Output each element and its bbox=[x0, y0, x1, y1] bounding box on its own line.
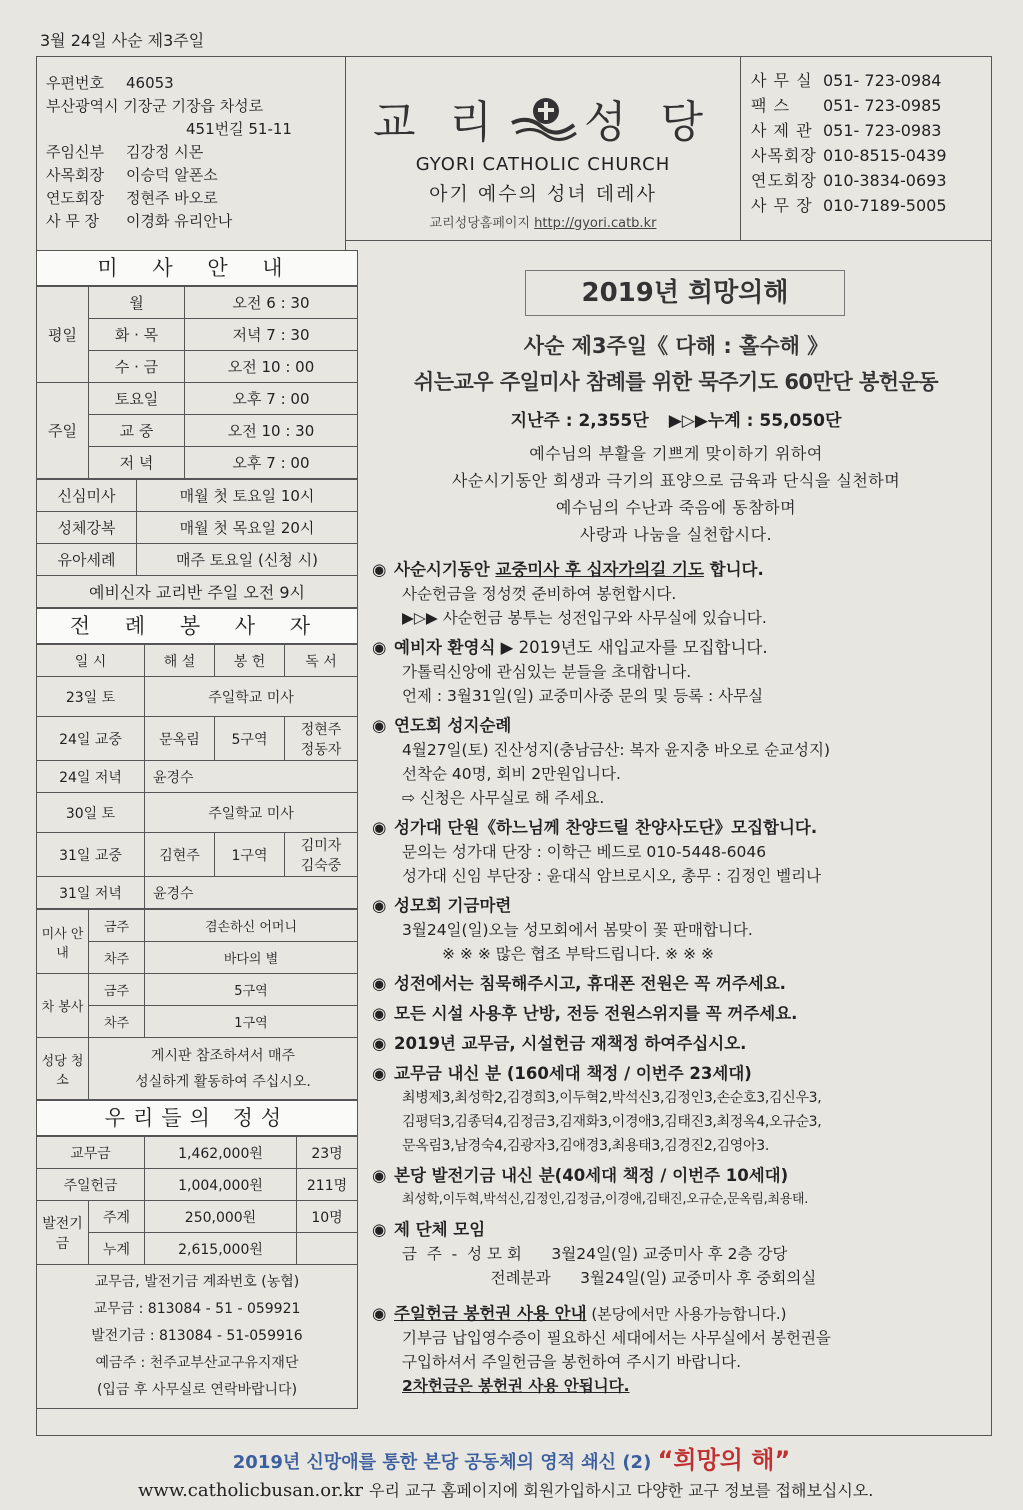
date-line: 3월 24일 사순 제3주일 bbox=[40, 31, 205, 50]
contact-row: 사 제 관 051- 723-0983 bbox=[751, 121, 942, 140]
church-logo: 교 리 성 당 bbox=[346, 86, 740, 150]
parish-info bbox=[36, 56, 346, 250]
contact-list bbox=[740, 56, 992, 240]
table-row bbox=[37, 576, 358, 608]
table-row: 수 · 금 오전 10 : 00 bbox=[37, 351, 358, 383]
requiem-head-row: 연도회장 정현주 바오로 bbox=[46, 189, 218, 207]
notice-item: ◉ 예비자 환영식 ▶ 2019년도 새입교자를 모집합니다. 가톨릭신앙에 관심있는 분들을 초대합니다. 언제 : 3월31일(일) 교중미사중 문의 및 등록 : 사무실 bbox=[372, 638, 768, 705]
bullet-icon: ◉ bbox=[372, 716, 387, 735]
postal-row: 우편번호 46053 bbox=[46, 74, 174, 92]
notice-item: ◉ 2019년 교무금, 시설헌금 재책정 하여주십시오. bbox=[372, 1032, 982, 1056]
table-row: 24일 저녁 윤경수 bbox=[37, 761, 358, 793]
notice-item: ◉ 주일헌금 봉헌권 사용 안내 (본당에서만 사용가능합니다.) 기부금 납입영수증이 필요하신 세대에서는 사무실에서 봉헌권을 구입하셔서 주일헌금을 봉헌하여 주시기 바랍니다. 2차헌금은 봉헌권 사용 안됩니다. bbox=[372, 1304, 831, 1395]
table-row: 주일헌금 1,004,000원 211명 bbox=[37, 1169, 358, 1201]
homepage-link[interactable]: http://gyori.catb.kr bbox=[534, 216, 657, 231]
notice-item: ◉ 성전에서는 침묵해주시고, 휴대폰 전원은 꼭 꺼주세요. bbox=[372, 972, 982, 996]
bullet-icon: ◉ bbox=[372, 1166, 387, 1185]
notice-item: ◉ 성가대 단원《하느님께 찬양드릴 찬양사도단》모집합니다. 문의는 성가대 단장 : 이학근 베드로 010-5448-6046 성가대 신임 부단장 : 윤대식 암브로시오, 총무 : 김정인 벨리나 bbox=[372, 818, 822, 885]
council-head-row: 사목회장 이승덕 알폰소 bbox=[46, 166, 218, 184]
contact-row: 연도회장 010-3834-0693 bbox=[751, 171, 947, 190]
servers-title: 전 례 봉 사 자 bbox=[36, 608, 358, 644]
special-mass-table bbox=[36, 479, 358, 608]
cleaning-label: 성당 청소 bbox=[37, 1038, 89, 1100]
bullet-icon: ◉ bbox=[372, 1304, 387, 1323]
table-row: 교 중 오전 10 : 30 bbox=[37, 415, 358, 447]
mass-schedule-table bbox=[36, 286, 358, 479]
table-row: 31일 교중 김현주 1구역 김미자 김숙중 bbox=[37, 833, 358, 877]
notice-item: ◉ 사순시기동안 교중미사 후 십자가의길 기도 합니다. 사순헌금을 정성껏 준비하여 봉헌합시다. ▶▷▶ 사순헌금 봉투는 성전입구와 사무실에 있습니다. bbox=[372, 560, 767, 627]
left-column bbox=[36, 250, 358, 1409]
sunday-label: 주일 bbox=[37, 383, 89, 479]
mass-guide-label: 미사 안내 bbox=[37, 910, 89, 974]
table-row: 누계 2,615,000원 bbox=[37, 1233, 358, 1265]
table-row: 24일 교중 문옥림 5구역 정현주 정동자 bbox=[37, 717, 358, 761]
rosary-tally: 지난주 : 2,355단 ▶▷▶누계 : 55,050단 bbox=[510, 411, 842, 431]
table-row: 평일 월 오전 6 : 30 bbox=[37, 287, 358, 319]
table-header-row: 일 시 해 설 봉 헌 독 서 bbox=[37, 645, 358, 677]
contact-row: 사 무 장 010-7189-5005 bbox=[751, 196, 947, 215]
development-fund-label: 발전기금 bbox=[37, 1201, 89, 1265]
mass-guide-title: 미 사 안 내 bbox=[36, 250, 358, 286]
lent-message: 예수님의 부활을 기쁘게 맞이하기 위하여 사순시기동안 희생과 극기의 표양으로 금육과 단식을 실천하며 예수님의 수난과 죽음에 동참하며 사랑과 나눔을 실천합시다. bbox=[451, 444, 901, 544]
table-row: 유아세례 매주 토요일 (신청 시) bbox=[37, 544, 358, 576]
bullet-icon: ◉ bbox=[372, 818, 387, 837]
table-row: 차주 1구역 bbox=[37, 1006, 358, 1038]
table-row: 미사 안내 금주 겸손하신 어머니 bbox=[37, 910, 358, 942]
table-row: 성당 청소 게시판 참조하셔서 매주 성실하게 활동하여 주십시오. bbox=[37, 1038, 358, 1100]
table-row: 신심미사 매월 첫 토요일 10시 bbox=[37, 480, 358, 512]
table-row: 성체강복 매월 첫 목요일 20시 bbox=[37, 512, 358, 544]
rosary-campaign-title: 쉬는교우 주일미사 참례를 위한 묵주기도 60만단 봉헌운동 bbox=[413, 370, 939, 394]
notice-item: ◉ 본당 발전기금 내신 분(40세대 책정 / 이번주 10세대) 최성학,이두혁,박석신,김정인,김정금,이경애,김태진,오규순,문옥림,최용태. bbox=[372, 1166, 809, 1207]
pastor-row: 주임신부 김강정 시몬 bbox=[46, 143, 204, 161]
homepage: 교리성당홈페이지 http://gyori.catb.kr bbox=[429, 216, 657, 231]
bullet-icon: ◉ bbox=[372, 1004, 387, 1023]
account-info: 교무금, 발전기금 계좌번호 (농협) 교무금 : 813084 - 51 - 059921 발전기금 : 813084 - 51-059916 예금주 : 천주교부산교구유지재단 (입금 후 사무실로 연락바랍니다) bbox=[36, 1265, 358, 1409]
year-theme: 2019년 희망의해 bbox=[525, 270, 845, 316]
contact-row: 사목회장 010-8515-0439 bbox=[751, 146, 947, 165]
bullet-icon: ◉ bbox=[372, 974, 387, 993]
bullet-icon: ◉ bbox=[372, 1220, 387, 1239]
table-row: 발전기금 주계 250,000원 10명 bbox=[37, 1201, 358, 1233]
tea-service-label: 차 봉사 bbox=[37, 974, 89, 1038]
bullet-icon: ◉ bbox=[372, 896, 387, 915]
notice-list bbox=[372, 558, 982, 1404]
diocese-website-link[interactable]: www.catholicbusan.or.kr bbox=[138, 1480, 363, 1501]
notice-item: ◉ 교무금 내신 분 (160세대 책정 / 이번주 23세대) 최병제3,최성학2,김경희3,이두혁2,박석신3,김정인3,손순호3,김신우3, 김평덕3,김종덕4,김정금3,김재화3,이경애3,김태진3,최정옥4,오규순3, 문옥림3,남경숙4,김광자3,김애경3,최용태3,김경진2,김영아3. bbox=[372, 1064, 822, 1154]
table-row: 화 · 목 저녁 7 : 30 bbox=[37, 319, 358, 351]
bullet-icon: ◉ bbox=[372, 1064, 387, 1083]
contact-row: 사 무 실 051- 723-0984 bbox=[751, 71, 942, 90]
notice-item: ◉ 모든 시설 사용후 난방, 전등 전원스위지를 꼭 꺼주세요. bbox=[372, 1002, 982, 1026]
bullet-icon: ◉ bbox=[372, 1034, 387, 1053]
table-row: 30일 토 주일학교 미사 bbox=[37, 793, 358, 833]
address-line-2: 451번길 51-11 bbox=[186, 120, 292, 138]
notice-item: ◉ 제 단체 모임 금 주 - 성 모 회 3월24일(일) 교중미사 후 2층 강당 전례분과 3월24일(일) 교중미사 후 중회의실 bbox=[372, 1220, 817, 1287]
footer-theme: 2019년 신망애를 통한 본당 공동체의 영적 쇄신 (2) “희망의 해” bbox=[232, 1446, 791, 1474]
cross-wave-icon bbox=[508, 93, 578, 143]
ministry-table bbox=[36, 909, 358, 1100]
table-row: 23일 토 주일학교 미사 bbox=[37, 677, 358, 717]
servers-table bbox=[36, 644, 358, 909]
bullet-icon: ◉ bbox=[372, 560, 387, 579]
patron-saint: 아기 예수의 성녀 데레사 bbox=[429, 183, 657, 205]
table-row: 31일 저녁 윤경수 bbox=[37, 877, 358, 909]
church-name-english: GYORI CATHOLIC CHURCH bbox=[415, 154, 671, 175]
contact-row: 팩 스 051- 723-0985 bbox=[751, 96, 942, 115]
address-line-1: 부산광역시 기장군 기장읍 차성로 bbox=[46, 97, 264, 115]
bullet-icon: ◉ bbox=[372, 638, 387, 657]
church-masthead bbox=[346, 56, 740, 240]
table-row: 교무금 1,462,000원 23명 bbox=[37, 1137, 358, 1169]
office-manager-row: 사 무 장 이경화 유리안나 bbox=[46, 212, 233, 230]
table-row: 주일 토요일 오후 7 : 00 bbox=[37, 383, 358, 415]
notice-item: ◉ 연도회 성지순례 4월27일(토) 진산성지(충남금산: 복자 윤지충 바오로 순교성지) 선착순 40명, 회비 2만원입니다. ⇨ 신청은 사무실로 해 주세요. bbox=[372, 716, 831, 807]
footer-diocese: www.catholicbusan.or.kr 우리 교구 홈페이지에 회원가입하시고 다양한 교구 정보를 접해보십시오. bbox=[138, 1480, 874, 1501]
weekday-label: 평일 bbox=[37, 287, 89, 383]
offering-table bbox=[36, 1136, 358, 1265]
notice-item: ◉ 성모회 기금마련 3월24일(일)오늘 성모회에서 봄맞이 꽃 판매합니다. ※ ※ ※ 많은 협조 부탁드립니다. ※ ※ ※ bbox=[372, 896, 753, 963]
offering-title: 우리들의 정성 bbox=[36, 1100, 358, 1136]
table-row: 저 녁 오후 7 : 00 bbox=[37, 447, 358, 479]
header-divider bbox=[346, 240, 992, 241]
table-row: 차 봉사 금주 5구역 bbox=[37, 974, 358, 1006]
table-row: 차주 바다의 별 bbox=[37, 942, 358, 974]
liturgical-week: 사순 제3주일《 다해 : 홀수해 》 bbox=[523, 334, 829, 358]
catechumen-class: 예비신자 교리반 주일 오전 9시 bbox=[37, 576, 358, 608]
